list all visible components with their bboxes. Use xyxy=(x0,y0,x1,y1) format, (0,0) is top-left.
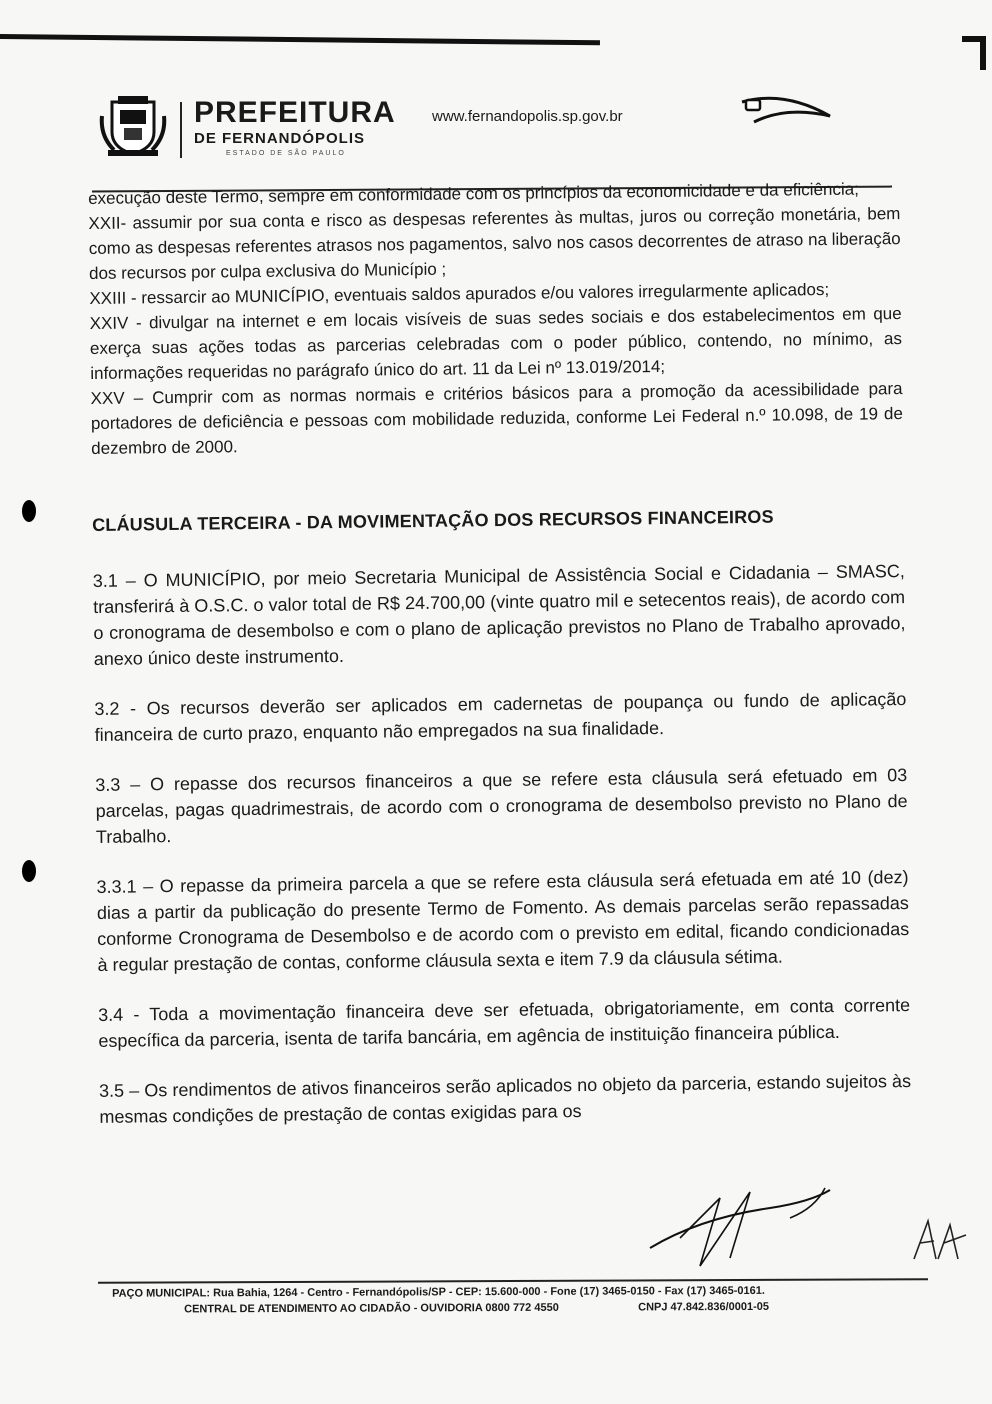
signature-scribble xyxy=(640,1178,840,1268)
scan-edge-bar xyxy=(0,34,600,45)
item-xxii: XXII- assumir por sua conta e risco as despesas referentes às multas, juros ou correção monetária, bem como as despesas referentes atrasos nos pagamentos, salvo nos casos decorrentes de atraso na liberação dos recursos por culpa exclusiva do Município ; xyxy=(88,204,901,283)
clause-heading: CLÁUSULA TERCEIRA - DA MOVIMENTAÇÃO DOS RECURSOS FINANCEIROS xyxy=(92,506,774,535)
brand-title: PREFEITURA xyxy=(194,96,396,129)
document-body xyxy=(88,176,911,1130)
clause-3-3-1: 3.3.1 – O repasse da primeira parcela a que se refere esta cláusula será efetuada em até 10 (dez) dias a partir da publicação do presente Termo de Fomento. As demais parcelas serão repassadas conforme Cronograma de Desembolso e de acordo com o previsto em edital, ficando condicionadas à regular prestação de contas, conforme cláusula sexta e item 7.9 da cláusula sétima. xyxy=(96,867,910,975)
clause-3-1: 3.1 – O MUNICÍPIO, por meio Secretaria Municipal de Assistência Social e Cidadania – SMASC, transferirá à O.S.C. o valor total de R$ 24.700,00 (vinte quatro mil e setecentos reais), de acordo com o cronograma de desembolso e com o plano de aplicação previstos no Plano de Trabalho aprovado, anexo único deste instrumento. xyxy=(92,561,906,669)
paragraph-continuation: execução deste Termo, sempre em conformidade com os princípios da economicidade e da eficiência; xyxy=(88,179,859,208)
coat-of-arms-icon xyxy=(98,96,168,158)
clause-3-5: 3.5 – Os rendimentos de ativos financeiros serão aplicados no objeto da parceria, estando sujeitos às mesmas condições de prestação de contas exigidas para os xyxy=(98,1071,912,1127)
clause-3-4: 3.4 - Toda a movimentação financeira deve ser efetuada, obrigatoriamente, em conta corrente específica da parceria, isenta de tarifa bancária, em agência de instituição financeira pública. xyxy=(98,995,911,1051)
footer-cnpj: CNPJ 47.842.836/0001-05 xyxy=(638,1300,770,1314)
item-xxiv: XXIV - divulgar na internet e em locais visíveis de suas sedes sociais e dos estabelecimentos em que exerça suas ações todas as parcerias celebradas com o poder público, contendo, no mínimo, as informações requeridas no parágrafo único do art. 11 da Lei nº 13.019/2014; xyxy=(89,304,903,383)
letterhead xyxy=(98,92,858,172)
initials-scribble xyxy=(910,1215,970,1265)
website-link[interactable]: www.fernandopolis.sp.gov.br xyxy=(432,108,623,125)
footer-address: PAÇO MUNICIPAL: Rua Bahia, 1264 - Centro - Fernandópolis/SP - CEP: 15.600-000 - Fone (17) 3465-0150 - Fax (17) 3465-0161. xyxy=(112,1284,765,1300)
punch-hole xyxy=(22,860,36,882)
arrow-logo-icon xyxy=(734,92,834,132)
footer-rule xyxy=(98,1278,928,1283)
header-divider xyxy=(180,102,182,158)
clause-3-3: 3.3 – O repasse dos recursos financeiros a que se refere esta cláusula será efetuado em 03 parcelas, pagas quadrimestrais, de acordo com o cronograma de desembolso previsto no Plano de Trabalho. xyxy=(95,765,908,847)
punch-hole xyxy=(22,500,36,522)
clause-3-2: 3.2 - Os recursos deverão ser aplicados em cadernetas de poupança ou fundo de aplicação financeira de curto prazo, enquanto não empregados na sua finalidade. xyxy=(94,689,907,745)
brand-subtitle: DE FERNANDÓPOLIS xyxy=(194,130,366,147)
brand-state: ESTADO DE SÃO PAULO xyxy=(226,150,346,157)
item-xxiii: XXIII - ressarcir ao MUNICÍPIO, eventuais saldos apurados e/ou valores irregularmente aplicados; xyxy=(89,279,830,308)
scan-corner-mark xyxy=(962,36,986,70)
footer-ouvidoria: CENTRAL DE ATENDIMENTO AO CIDADÃO - OUVIDORIA 0800 772 4550 xyxy=(184,1301,559,1316)
item-xxv: XXV – Cumprir com as normas normais e critérios básicos para a promoção da acessibilidade para portadores de deficiência e pessoas com mobilidade reduzida, conforme Lei Federal n.º 10.098, de 19 de dezembro de 2000. xyxy=(90,379,903,458)
